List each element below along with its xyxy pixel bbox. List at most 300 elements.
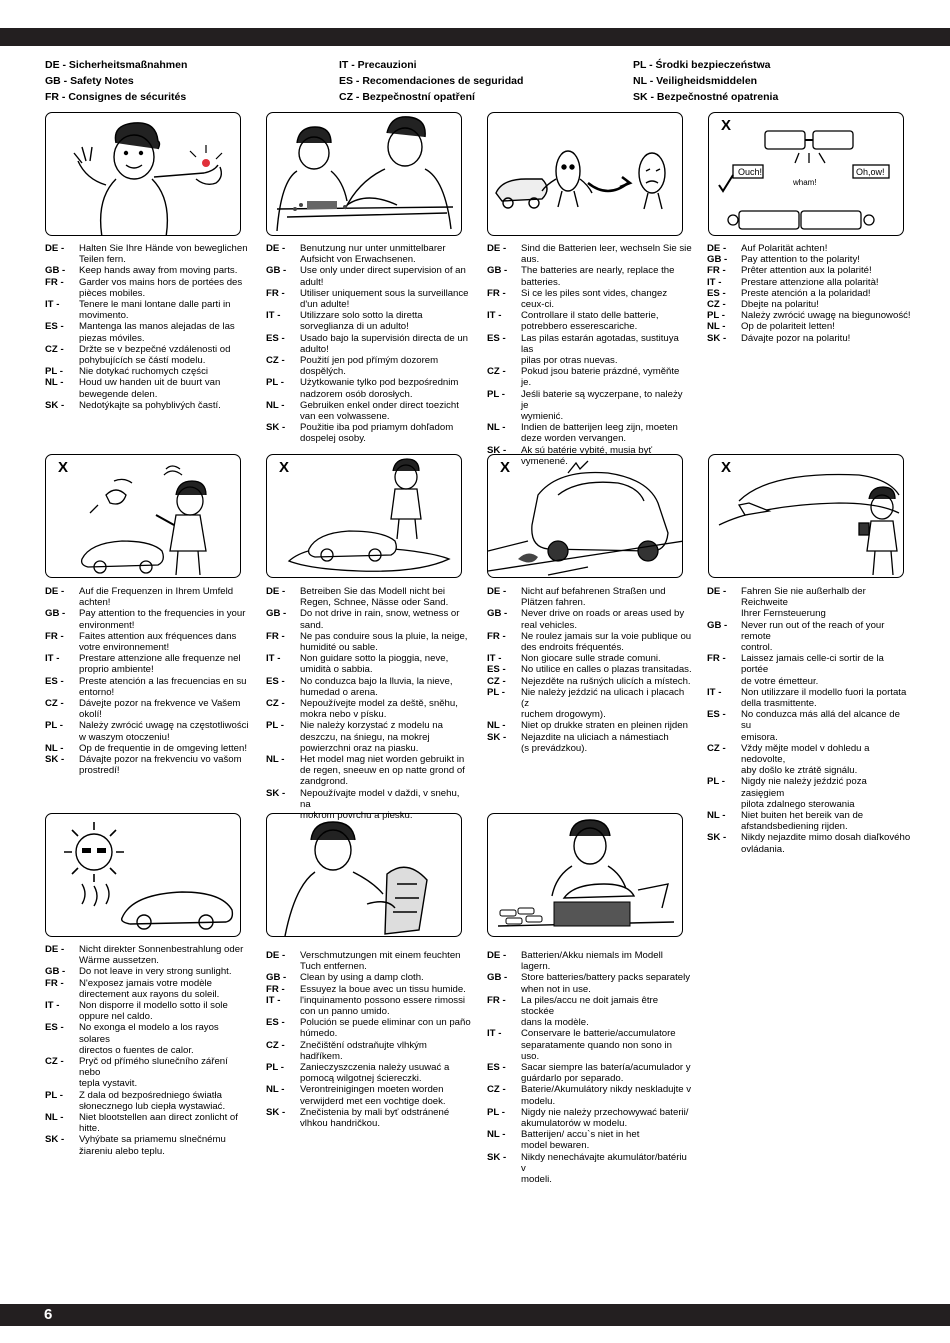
language-entry (487, 631, 692, 653)
text-line: when not in use. (521, 983, 591, 995)
language-text (300, 950, 471, 972)
text-line: pohybujících se částí modelu. (79, 355, 206, 367)
text-line: Použití jen pod přímým dozorem (300, 355, 439, 367)
language-text (79, 1022, 250, 1056)
text-line: nadzorem osób dorosłych. (300, 388, 413, 400)
text-line: Nedotýkajte sa pohyblivých častí. (79, 399, 221, 411)
language-entry (45, 698, 250, 720)
text-line: Znečistenia by mali byť odstránené (300, 1106, 450, 1118)
language-entry (266, 288, 471, 310)
language-text (741, 776, 912, 810)
language-text (521, 389, 692, 423)
warning-x-icon: X (500, 459, 511, 476)
page-number: 6 (44, 1306, 53, 1323)
text-line: l'inquinamento possono essere rimossi (300, 994, 466, 1006)
language-entry (487, 720, 692, 731)
language-entry (266, 422, 471, 444)
language-text (300, 720, 471, 754)
language-text (521, 445, 692, 467)
text-line: modelu. (521, 1095, 556, 1107)
language-entry (487, 1084, 692, 1106)
language-code: NL - (45, 742, 64, 754)
language-code: SK - (266, 422, 286, 434)
language-code: PL - (487, 388, 505, 400)
language-code: ES - (45, 321, 64, 333)
header-column-1 (45, 57, 187, 105)
language-text (741, 832, 912, 854)
language-code: SK - (266, 1106, 286, 1118)
language-text (300, 265, 471, 287)
language-entry (487, 676, 692, 687)
language-entry (707, 709, 912, 743)
text-line: vymenené. (521, 455, 568, 467)
text-line: Pryč od přímého slunečního záření nebo (79, 1056, 228, 1079)
language-text (79, 1056, 250, 1090)
language-entry (45, 978, 250, 1000)
text-line: ovládania. (741, 843, 785, 855)
language-code: ES - (707, 287, 726, 299)
language-entry (266, 995, 471, 1017)
text-line: aus. (521, 254, 540, 266)
language-entry (45, 1090, 250, 1112)
illustration-sunlight (45, 813, 241, 937)
text-line: hitte. (79, 1123, 100, 1135)
text-line: Usado bajo la supervisión directa de un (300, 332, 468, 344)
language-entry (266, 1084, 471, 1106)
language-code: FR - (487, 630, 506, 642)
text-line: Ak sú batérie vybité, musia byť (521, 444, 653, 456)
ohow-label: Oh,ow! (856, 167, 885, 177)
header-it: IT - Precauzioni (339, 59, 417, 71)
sun-car-icon (46, 814, 241, 937)
text-line: Sind die Batterien leer, wechseln Sie sie (521, 243, 692, 254)
language-text (79, 321, 250, 343)
header-column-2 (339, 57, 523, 105)
illustration-no-roads (487, 454, 683, 578)
language-text (300, 422, 471, 444)
text-line: Laissez jamais celle-ci sortir de la portée (741, 653, 884, 676)
language-text (300, 676, 471, 698)
text-block-frequencies (45, 586, 250, 776)
text-line: Non utilizzare il modello fuori la portata (741, 686, 907, 698)
text-line: Z dala od bezpośredniego światła (79, 1089, 222, 1101)
language-code: FR - (266, 287, 285, 299)
language-entry (266, 355, 471, 377)
language-entry (487, 243, 692, 265)
language-entry (487, 687, 692, 721)
illustration-store-batteries (487, 813, 683, 937)
language-code: FR - (266, 983, 285, 995)
text-line: deszczu, na śniegu, na mokrej (300, 731, 430, 743)
language-entry (707, 299, 912, 310)
text-line: Dávajte pozor na frekvenciu vo vašom (79, 754, 242, 766)
language-code: ES - (707, 709, 726, 721)
language-entry (266, 1040, 471, 1062)
language-text (741, 743, 912, 777)
language-text (300, 288, 471, 310)
header-fr: FR - Consignes de sécurités (45, 91, 187, 103)
language-entry (487, 732, 692, 754)
language-entry (487, 265, 692, 287)
language-text (79, 944, 250, 966)
language-text (300, 972, 471, 983)
language-entry (266, 400, 471, 422)
language-code: GB - (266, 972, 287, 984)
text-line: Niet op drukke straten en pleinen rijden (521, 720, 688, 732)
text-line: real vehicles. (521, 619, 577, 631)
language-code: GB - (487, 608, 508, 620)
language-code: PL - (266, 720, 284, 732)
language-code: IT - (45, 653, 60, 665)
language-text (741, 288, 912, 299)
language-entry (266, 243, 471, 265)
language-code: NL - (487, 422, 506, 434)
language-text (300, 608, 471, 630)
language-code: NL - (266, 754, 285, 766)
text-line: Never drive on roads or areas used by (521, 608, 685, 620)
language-entry (487, 310, 692, 332)
language-code: ES - (45, 1022, 64, 1034)
text-line: Nikdy nenechávajte akumulátor/batériu v (521, 1151, 687, 1174)
warning-x-icon: X (721, 459, 732, 476)
language-code: CZ - (266, 355, 285, 367)
language-entry (45, 344, 250, 366)
language-entry (266, 1107, 471, 1129)
text-line: Nepoužívejte model za deště, sněhu, (300, 698, 458, 710)
text-line: Prêter attention aux la polarité! (741, 265, 872, 277)
language-entry (266, 265, 471, 287)
child-remote-far-icon (709, 455, 904, 578)
text-line: humidité ou sable. (300, 642, 378, 654)
text-line: separatamente quando non sono in uso. (521, 1039, 672, 1062)
language-code: NL - (487, 720, 506, 732)
top-bar (0, 28, 950, 46)
language-code: CZ - (266, 1039, 285, 1051)
language-entry (707, 776, 912, 810)
illustration-battery-empty (487, 112, 683, 236)
text-line: guárdarlo por separado. (521, 1073, 624, 1085)
language-text (300, 355, 471, 377)
text-line: žiareniu alebo teplu. (79, 1145, 165, 1157)
language-entry (45, 1134, 250, 1156)
wham-label: wham! (793, 178, 817, 187)
language-text (521, 288, 692, 310)
text-line: d'un adulte! (300, 299, 350, 311)
text-line: emisora. (741, 731, 778, 743)
text-line: Jeśli baterie są wyczerpane, to należy je (521, 388, 683, 411)
language-text (521, 732, 692, 754)
text-line: Preste atención a la polaridad! (741, 287, 871, 299)
language-entry (707, 653, 912, 687)
language-code: CZ - (487, 366, 506, 378)
illustration-adult-supervision (266, 112, 462, 236)
text-line: Conservare le batterie/accumulatore (521, 1028, 676, 1040)
text-line: Ihrer Fernsteuerung (741, 608, 826, 620)
text-line: des endroits fréquentés. (521, 642, 624, 654)
text-line: batteries. (521, 276, 561, 288)
header-sk: SK - Bezpečnostné opatrenia (633, 91, 779, 103)
language-text (79, 720, 250, 742)
text-block-cleaning (266, 950, 471, 1129)
language-entry (266, 653, 471, 675)
text-line: de votre émetteur. (741, 675, 819, 687)
illustration-frequencies (45, 454, 241, 578)
language-code: IT - (487, 310, 502, 322)
language-code: GB - (266, 608, 287, 620)
language-code: ES - (487, 1062, 506, 1074)
text-line: Należy zwrócić uwagę na biegunowość! (741, 310, 911, 322)
language-text (300, 1017, 471, 1039)
text-line: Fahren Sie nie außerhalb der Reichweite (741, 586, 866, 609)
text-line: modeli. (521, 1174, 552, 1186)
battery-tired-icon (488, 113, 683, 236)
language-code: SK - (266, 787, 286, 799)
language-text (300, 310, 471, 332)
text-line: pilas por otras nuevas. (521, 355, 618, 367)
language-text (300, 1040, 471, 1062)
language-entry (266, 950, 471, 972)
text-line: Nigdy nie należy przechowywać baterii/ (521, 1106, 689, 1118)
text-line: zandgrond. (300, 776, 349, 788)
header-nl: NL - Veiligheidsmiddelen (633, 75, 758, 87)
language-code: SK - (707, 332, 727, 344)
language-text (521, 950, 692, 972)
text-line: Teilen fern. (79, 254, 126, 266)
text-line: piezas móviles. (79, 332, 145, 344)
text-line: húmedo. (300, 1028, 338, 1040)
text-block-moving-parts (45, 243, 250, 411)
text-line: oppure nel caldo. (79, 1011, 153, 1023)
text-line: Gebruiken enkel onder direct toezicht (300, 399, 459, 411)
language-entry (487, 950, 692, 972)
language-code: DE - (266, 243, 286, 254)
language-code: CZ - (45, 1056, 64, 1068)
text-line: powierzchni oraz na piasku. (300, 742, 419, 754)
language-entry (266, 788, 471, 822)
language-entry (266, 972, 471, 983)
language-entry (707, 743, 912, 777)
language-code: NL - (707, 321, 726, 333)
language-entry (487, 972, 692, 994)
text-line: Nie dotykać ruchomych części (79, 366, 209, 378)
language-text (300, 243, 471, 265)
text-line: directos o fuentes de calor. (79, 1044, 194, 1056)
text-line: tepla vystavit. (79, 1078, 138, 1090)
language-code: PL - (707, 776, 725, 788)
language-entry (45, 754, 250, 776)
language-entry (487, 333, 692, 367)
language-code: GB - (45, 966, 66, 978)
text-line: Never run out of the reach of your remote (741, 619, 885, 642)
language-entry (707, 832, 912, 854)
language-entry (707, 333, 912, 344)
text-line: Ne roulez jamais sur la voie publique ou (521, 630, 692, 642)
language-code: DE - (266, 586, 286, 597)
text-line: sorveglianza di un adulto! (300, 321, 409, 333)
text-line: Vyhýbate sa priamemu slnečnému (79, 1134, 226, 1146)
text-line: Dávajte pozor na polaritu! (741, 332, 851, 344)
language-text (521, 1107, 692, 1129)
language-entry (45, 676, 250, 698)
language-code: NL - (487, 1129, 506, 1141)
language-text (741, 310, 912, 321)
text-line: Wärme aussetzen. (79, 955, 159, 967)
text-line: Nikdy nejazdite mimo dosah diaľkového (741, 832, 911, 844)
text-line: Prestare attenzione alle frequenze nel (79, 653, 241, 665)
text-line: votre environnement! (79, 642, 170, 654)
language-text (521, 366, 692, 388)
text-line: directement aux rayons du soleil. (79, 988, 220, 1000)
text-line: Las pilas estarán agotadas, sustituya las (521, 332, 679, 355)
language-entry (45, 653, 250, 675)
language-entry (266, 377, 471, 399)
language-text (79, 653, 250, 675)
language-text (300, 1107, 471, 1129)
language-code: GB - (45, 608, 66, 620)
language-entry (266, 333, 471, 355)
text-line: achten! (79, 597, 111, 609)
text-line: Pay attention to the polarity! (741, 254, 860, 266)
language-text (79, 1090, 250, 1112)
language-entry (45, 377, 250, 399)
text-line: potrebbero esserescariche. (521, 321, 638, 333)
language-text (300, 995, 471, 1017)
text-line: entorno! (79, 686, 115, 698)
language-code: DE - (487, 243, 507, 254)
text-line: Vždy mějte model v dohledu a nedovolte, (741, 742, 870, 766)
ouch-label: Ouch! (738, 167, 763, 177)
language-text (79, 1112, 250, 1134)
language-code: ES - (266, 1017, 285, 1029)
language-entry (266, 754, 471, 788)
language-code: FR - (707, 653, 726, 665)
language-code: PL - (487, 686, 505, 698)
language-text (79, 631, 250, 653)
text-line: Verontreinigingen moeten worden (300, 1084, 444, 1096)
text-line: Polución se puede eliminar con un paño (300, 1017, 471, 1029)
language-text (79, 366, 250, 377)
language-entry (487, 422, 692, 444)
text-line: Niet blootstellen aan direct zonlicht of (79, 1112, 238, 1124)
language-text (300, 631, 471, 653)
text-line: Batterijen/ accu`s niet in het (521, 1129, 640, 1141)
language-code: CZ - (45, 343, 64, 355)
language-entry (487, 995, 692, 1029)
text-line: Op de frequentie in de omgeving letten! (79, 742, 248, 754)
language-code: DE - (707, 586, 727, 597)
text-line: de regen, sneeuw en op natte grond of (300, 765, 465, 777)
text-line: van een volwassene. (300, 411, 390, 423)
language-text (521, 664, 692, 675)
text-line: Auf Polarität achten! (741, 243, 828, 254)
text-line: Regen, Schnee, Nässe oder Sand. (300, 597, 449, 609)
text-block-batteries-empty (487, 243, 692, 467)
language-code: SK - (487, 731, 507, 743)
language-text (521, 243, 692, 265)
language-entry (45, 243, 250, 265)
cleaning-car-icon (267, 814, 462, 937)
text-line: Do not leave in very strong sunlight. (79, 966, 232, 978)
language-text (79, 586, 250, 608)
language-text (741, 265, 912, 276)
language-code: SK - (45, 754, 65, 766)
text-line: Indien de batterijen leeg zijn, moeten (521, 422, 678, 434)
language-code: DE - (487, 586, 507, 597)
text-line: Preste atención a las frecuencias en su (79, 675, 247, 687)
language-code: SK - (45, 1134, 65, 1146)
text-line: Znečištění odstraňujte vlhkým hadříkem. (300, 1039, 427, 1062)
language-code: PL - (45, 720, 63, 732)
language-text (300, 333, 471, 355)
language-code: FR - (45, 276, 64, 288)
language-entry (45, 608, 250, 630)
text-line: prostredí! (79, 765, 120, 777)
text-line: Use only under direct supervision of an (300, 265, 466, 277)
language-code: IT - (487, 653, 502, 665)
text-block-no-roads (487, 586, 692, 754)
language-text (300, 754, 471, 788)
language-code: ES - (487, 664, 506, 676)
text-line: Držte se v bezpečné vzdálenosti od (79, 343, 231, 355)
text-line: Nicht direkter Sonnenbestrahlung oder (79, 944, 244, 955)
language-text (521, 586, 692, 608)
language-text (79, 608, 250, 630)
text-line: Clean by using a damp cloth. (300, 972, 424, 984)
language-text (300, 377, 471, 399)
text-line: adulto! (300, 343, 329, 355)
text-line: movimento. (79, 310, 129, 322)
language-text (521, 653, 692, 664)
text-line: Utilizzare solo sotto la diretta (300, 310, 423, 322)
language-code: IT - (266, 994, 281, 1006)
language-entry (45, 321, 250, 343)
language-text (741, 321, 912, 332)
language-text (79, 966, 250, 977)
text-line: Benutzung nur unter unmittelbarer (300, 243, 446, 254)
text-line: dospělých. (300, 366, 346, 378)
language-code: PL - (45, 1089, 63, 1101)
text-line: Baterie/Akumulátory nikdy neskladujte v (521, 1084, 692, 1096)
text-line: Controllare il stato delle batterie, (521, 310, 659, 322)
text-line: Ne pas conduire sous la pluie, la neige, (300, 630, 468, 642)
text-line: No conduzca bajo la lluvia, la nieve, (300, 675, 453, 687)
text-line: control. (741, 642, 773, 654)
language-entry (707, 310, 912, 321)
language-text (521, 1152, 692, 1186)
language-code: IT - (707, 276, 722, 288)
language-entry (487, 608, 692, 630)
text-block-no-rain (266, 586, 471, 821)
language-text (521, 687, 692, 721)
language-entry (707, 277, 912, 288)
language-entry (45, 743, 250, 754)
language-entry (707, 288, 912, 299)
header-gb: GB - Safety Notes (45, 75, 134, 87)
language-text (79, 377, 250, 399)
text-line: Nigdy nie należy jeździć poza zasięgiem (741, 776, 867, 799)
text-line: dospelej osoby. (300, 433, 366, 445)
text-line: akumulatorów w modelu. (521, 1118, 628, 1130)
language-code: GB - (707, 254, 728, 266)
language-text (521, 333, 692, 367)
text-line: Batterien/Akku niemals im Modell lagern. (521, 950, 663, 973)
language-text (741, 254, 912, 265)
language-entry (707, 321, 912, 332)
language-code: FR - (45, 630, 64, 642)
language-text (741, 333, 912, 344)
language-text (741, 687, 912, 709)
language-text (521, 676, 692, 687)
